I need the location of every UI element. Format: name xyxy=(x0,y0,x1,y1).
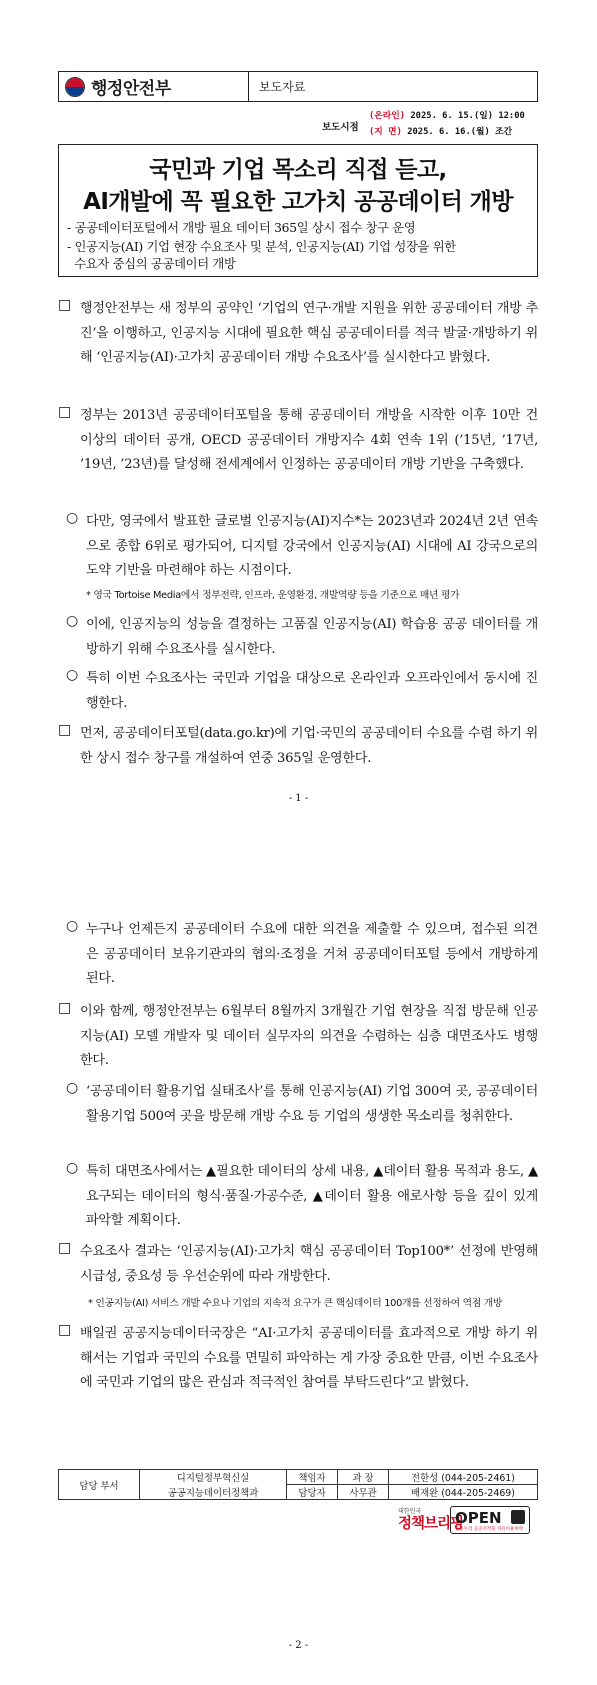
paragraph-6: 먼저, 공공데이터포털(data.go.kr)에 기업·국민의 공공데이터 수요를 수렴 하기 위한 상시 접수 창구를 개설하여 연중 365일 운영한다. xyxy=(80,726,538,766)
responsible-label: 책임자 xyxy=(287,1470,338,1485)
square-bullet: □ xyxy=(58,404,72,420)
paragraph-2: 정부는 2013년 공공데이터포털을 통해 공공데이터 개방을 시작한 이후 10만 건 이상의 데이터 공개, OECD 공공데이터 개방지수 4회 연속 1위 (’15년, ’17년, ’19년, ’23년)를 달성해 전세계에서 인정하는 공공데이터 개방 기반을 구축했다. xyxy=(80,408,538,472)
press-header xyxy=(58,71,538,102)
taegeuk-emblem-icon xyxy=(65,77,85,97)
page-number-1: - 1 - xyxy=(288,793,309,804)
paragraph-4: 이에, 인공지능의 성능을 결정하는 고품질 인공지능(AI) 학습용 공공 데이터를 개방하기 위해 수요조사를 실시한다. xyxy=(86,617,538,657)
paragraph-1: 행정안전부는 새 정부의 공약인 ‘기업의 연구·개발 지원을 위한 공공데이터 개방 추진’을 이행하고, 인공지능 시대에 필요한 핵심 공공데이터를 적극 발굴·개방하기 위해 ‘인공지능(AI)·고가치 공공데이터 개방 수요조사’를 실시한다고 밝혔다. xyxy=(80,301,538,365)
title-box xyxy=(58,144,538,277)
paragraph-12: 배일권 공공지능데이터국장은 “AI·고가치 공공데이터를 효과적으로 개방 하기 위해서는 기업과 국민의 수요를 면밀히 파악하는 게 가장 중요한 만큼, 이번 수요조사에 국민과 기업의 많은 관심과 적극적인 참여를 부탁드린다”고 밝혔다. xyxy=(80,1326,538,1390)
footnote-1: * 영국 Tortoise Media에서 정부전략, 인프라, 운영환경, 개발역량 등을 기준으로 매년 평가 xyxy=(86,590,460,601)
paragraph-3: 다만, 영국에서 발표한 글로벌 인공지능(AI)지수*는 2023년과 2024년 2년 연속으로 종합 6위로 평가되어, 디지털 강국에서 인공지능(AI) 시대에 AI 강국으로의 도약 기반을 마련해야 하는 시점이다. xyxy=(86,514,538,578)
print-time: 2025. 6. 16.(월) 조간 xyxy=(407,127,513,137)
circle-bullet: ○ xyxy=(66,510,79,526)
staff-contact: 배재완 (044-205-2469) xyxy=(389,1485,538,1500)
subtitle-1: - 공공데이터포털에서 개방 필요 데이터 365일 상시 접수 창구 운영 xyxy=(67,221,416,235)
staff-label: 담당자 xyxy=(287,1485,338,1500)
release-time-label: 보도시점 xyxy=(322,122,359,133)
headline-line1: 국민과 기업 목소리 직접 듣고, xyxy=(149,157,447,183)
page-number-2: - 2 - xyxy=(288,1640,309,1651)
responsible-contact: 전한성 (044-205-2461) xyxy=(389,1470,538,1485)
footer-logos xyxy=(398,1506,530,1534)
release-online-row xyxy=(369,108,525,121)
dept-name-1: 디지털정부혁신실 xyxy=(140,1470,287,1485)
subtitle-2b: 수요자 중심의 공공데이터 개방 xyxy=(67,257,236,271)
circle-bullet: ○ xyxy=(66,667,79,683)
square-bullet: □ xyxy=(58,722,72,738)
subtitle-2a: - 인공지능(AI) 기업 현장 수요조사 및 분석, 인공지능(AI) 기업 성장을 위한 xyxy=(67,240,456,254)
paragraph-7: 누구나 언제든지 공공데이터 수요에 대한 의견을 제출할 수 있으며, 접수된 의견은 공공데이터 보유기관과의 협의·조정을 거쳐 공공데이터포털 등에서 개방하게 된다. xyxy=(86,922,538,986)
square-bullet: □ xyxy=(58,1000,72,1016)
ministry-name: 행정안전부 xyxy=(91,79,171,99)
online-time: 2025. 6. 15.(일) 12:00 xyxy=(410,111,525,121)
square-bullet: □ xyxy=(58,1240,72,1256)
paragraph-11: 수요조사 결과는 ‘인공지능(AI)·고가치 핵심 공공데이터 Top100*’ 선정에 반영해 시급성, 중요성 등 우선순위에 따라 개방한다. xyxy=(80,1244,538,1284)
dept-name-2: 공공지능데이터정책과 xyxy=(140,1485,287,1500)
kogl-open-logo: OPEN 공공누리 공공저작물 자유이용허락 xyxy=(450,1506,530,1534)
circle-bullet: ○ xyxy=(66,1160,79,1176)
staff-title: 사무관 xyxy=(338,1485,389,1500)
paragraph-9: ‘공공데이터 활용기업 실태조사’를 통해 인공지능(AI) 기업 300여 곳, 공공데이터 활용기업 500여 곳을 방문해 개방 수요 등 기업의 생생한 목소리를 청취한다. xyxy=(86,1084,538,1124)
paragraph-8: 이와 함께, 행정안전부는 6월부터 8월까지 3개월간 기업 현장을 직접 방문해 인공지능(AI) 모델 개발자 및 데이터 실무자의 의견을 수렴하는 심층 대면조사도 병행한다. xyxy=(80,1004,538,1068)
press-release-label: 보도자료 xyxy=(259,80,306,94)
person-icon xyxy=(511,1510,525,1524)
headline-line2: AI개발에 꼭 필요한 고가치 공공데이터 개방 xyxy=(83,189,513,215)
dept-label: 담당 부서 xyxy=(59,1470,140,1500)
paragraph-10: 특히 대면조사에서는 ▲필요한 데이터의 상세 내용, ▲데이터 활용 목적과 용도, ▲요구되는 데이터의 형식·품질·가공수준, ▲데이터 활용 애로사항 등을 깊이 있게 파악할 계획이다. xyxy=(86,1164,538,1228)
paragraph-5: 특히 이번 수요조사는 국민과 기업을 대상으로 온라인과 오프라인에서 동시에 진행한다. xyxy=(86,671,538,711)
ministry-logo xyxy=(59,72,249,101)
online-tag: (온라인) xyxy=(369,111,406,121)
circle-bullet: ○ xyxy=(66,1080,79,1096)
square-bullet: □ xyxy=(58,297,72,313)
release-print-row xyxy=(369,124,512,137)
footnote-2: * 인공지능(AI) 서비스 개발 수요나 기업의 지속적 요구가 큰 핵심데이터 100개를 선정하여 역점 개방 xyxy=(88,1298,503,1309)
circle-bullet: ○ xyxy=(66,918,79,934)
policy-briefing-logo: 대한민국 정책브리핑 xyxy=(398,1508,464,1532)
contact-table xyxy=(58,1469,538,1500)
circle-bullet: ○ xyxy=(66,613,79,629)
responsible-title: 과 장 xyxy=(338,1470,389,1485)
square-bullet: □ xyxy=(58,1322,72,1338)
print-tag: (지 면) xyxy=(369,127,402,137)
